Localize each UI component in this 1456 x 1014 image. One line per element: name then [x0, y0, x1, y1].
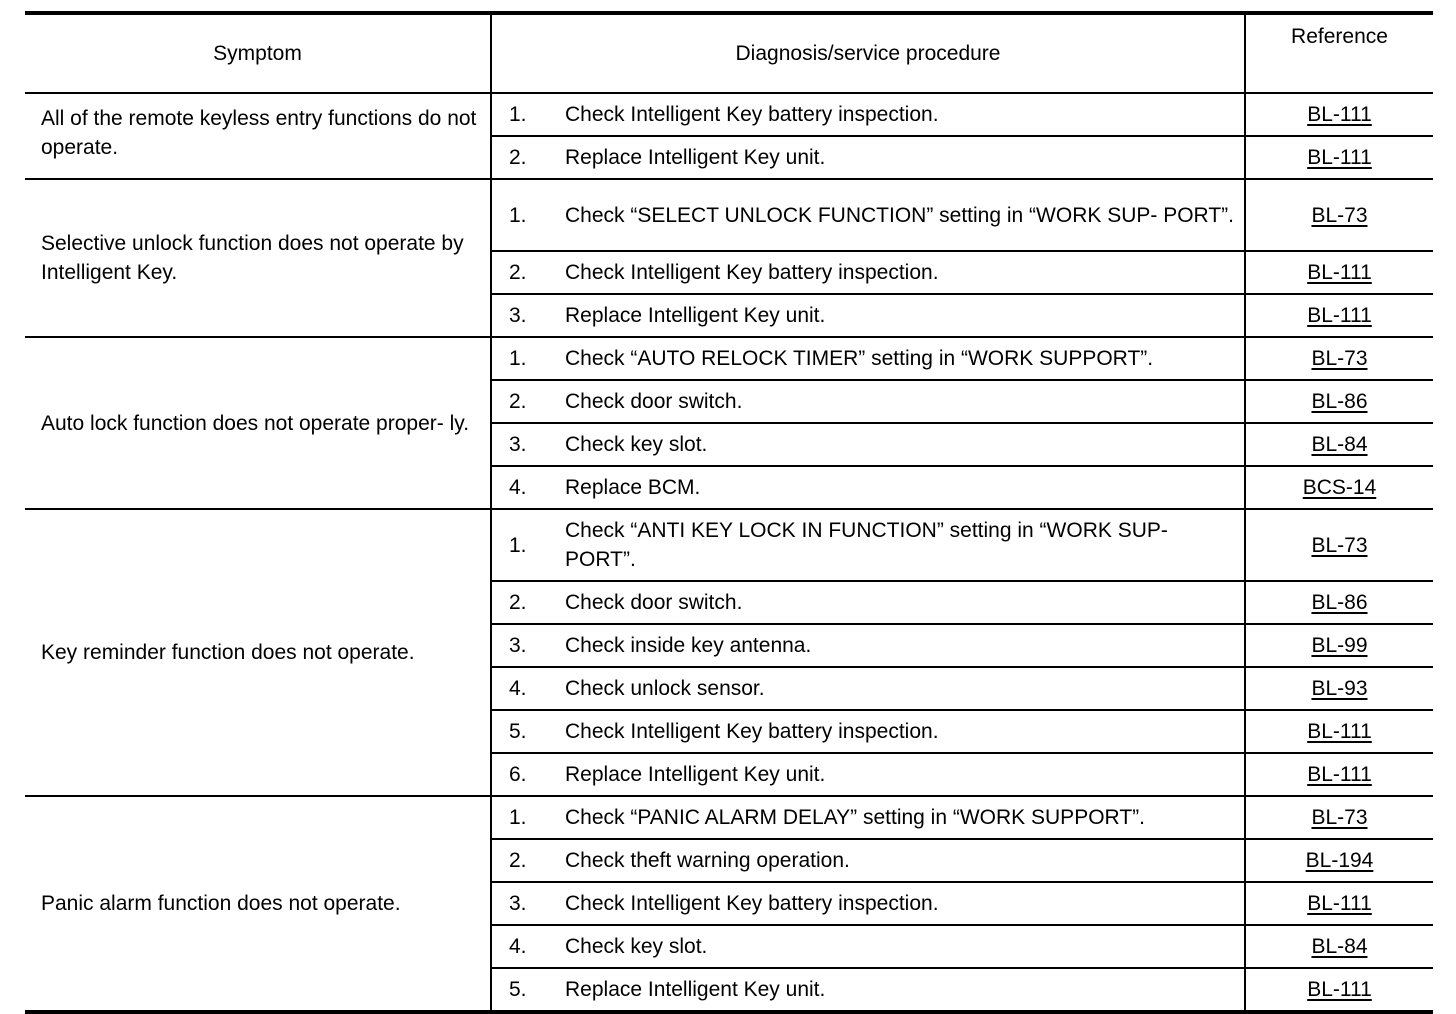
- step-number: 1.: [491, 179, 563, 251]
- diagnosis-table: [25, 11, 1433, 1014]
- reference-link[interactable]: BL-73: [1311, 806, 1368, 829]
- step-number: 3.: [491, 624, 563, 667]
- reference-cell: [1245, 581, 1433, 624]
- step-number: 4.: [491, 466, 563, 509]
- reference-cell: [1245, 251, 1433, 294]
- reference-link[interactable]: BL-111: [1307, 261, 1372, 284]
- reference-cell: [1245, 380, 1433, 423]
- step-number: 2.: [491, 581, 563, 624]
- reference-link[interactable]: BL-93: [1311, 677, 1368, 700]
- table-row: [25, 509, 1433, 581]
- reference-link[interactable]: BL-111: [1307, 304, 1372, 327]
- step-procedure: Check Intelligent Key battery inspection.: [563, 882, 1245, 925]
- step-number: 6.: [491, 753, 563, 796]
- reference-cell: [1245, 667, 1433, 710]
- reference-link[interactable]: BL-111: [1307, 978, 1372, 1001]
- reference-cell: [1245, 710, 1433, 753]
- table-row: [25, 337, 1433, 380]
- step-number: 2.: [491, 251, 563, 294]
- step-procedure: Replace Intelligent Key unit.: [563, 136, 1245, 179]
- step-number: 2.: [491, 136, 563, 179]
- reference-link[interactable]: BL-86: [1311, 591, 1368, 614]
- reference-link[interactable]: BL-84: [1311, 433, 1368, 456]
- table-body: [25, 93, 1433, 1012]
- step-number: 5.: [491, 710, 563, 753]
- reference-cell: [1245, 179, 1433, 251]
- reference-link[interactable]: BL-84: [1311, 935, 1368, 958]
- reference-cell: [1245, 337, 1433, 380]
- step-number: 1.: [491, 509, 563, 581]
- reference-cell: [1245, 294, 1433, 337]
- step-procedure: Check inside key antenna.: [563, 624, 1245, 667]
- step-procedure: Check door switch.: [563, 380, 1245, 423]
- step-number: 3.: [491, 423, 563, 466]
- step-number: 1.: [491, 93, 563, 136]
- reference-cell: [1245, 925, 1433, 968]
- reference-link[interactable]: BL-111: [1307, 763, 1372, 786]
- reference-link[interactable]: BL-73: [1311, 533, 1368, 557]
- reference-cell: [1245, 93, 1433, 136]
- table-row: [25, 796, 1433, 839]
- step-procedure: Check Intelligent Key battery inspection.: [563, 251, 1245, 294]
- symptom-cell: Auto lock function does not operate proper- ly.: [25, 337, 491, 509]
- symptom-cell: All of the remote keyless entry functions do not operate.: [25, 93, 491, 179]
- step-procedure: Check “SELECT UNLOCK FUNCTION” setting in “WORK SUP- PORT”.: [563, 179, 1245, 251]
- step-procedure: Check Intelligent Key battery inspection.: [563, 93, 1245, 136]
- reference-cell: [1245, 423, 1433, 466]
- reference-link[interactable]: BCS-14: [1302, 476, 1377, 499]
- step-number: 3.: [491, 294, 563, 337]
- step-number: 4.: [491, 667, 563, 710]
- reference-link[interactable]: BL-111: [1307, 720, 1372, 743]
- step-number: 2.: [491, 380, 563, 423]
- table-row: [25, 179, 1433, 251]
- reference-link[interactable]: BL-111: [1307, 103, 1372, 126]
- step-procedure: Replace Intelligent Key unit.: [563, 753, 1245, 796]
- step-number: 1.: [491, 796, 563, 839]
- reference-link[interactable]: BL-73: [1311, 347, 1368, 370]
- step-procedure: Check key slot.: [563, 925, 1245, 968]
- step-procedure: Check “AUTO RELOCK TIMER” setting in “WORK SUPPORT”.: [563, 337, 1245, 380]
- reference-cell: [1245, 753, 1433, 796]
- step-number: 5.: [491, 968, 563, 1012]
- reference-link[interactable]: BL-111: [1307, 146, 1372, 169]
- table-row: [25, 93, 1433, 136]
- step-procedure: Check unlock sensor.: [563, 667, 1245, 710]
- reference-cell: [1245, 839, 1433, 882]
- header-reference: Reference: [1245, 13, 1433, 93]
- reference-link[interactable]: BL-194: [1305, 849, 1374, 872]
- reference-cell: [1245, 509, 1433, 581]
- step-procedure: Check theft warning operation.: [563, 839, 1245, 882]
- reference-link[interactable]: BL-99: [1311, 634, 1368, 657]
- step-procedure: Check key slot.: [563, 423, 1245, 466]
- reference-link[interactable]: BL-111: [1307, 892, 1372, 915]
- reference-cell: [1245, 968, 1433, 1012]
- symptom-cell: Panic alarm function does not operate.: [25, 796, 491, 1012]
- reference-cell: [1245, 796, 1433, 839]
- step-number: 1.: [491, 337, 563, 380]
- step-procedure: Replace Intelligent Key unit.: [563, 294, 1245, 337]
- table-header-row: [25, 13, 1433, 93]
- symptom-cell: Key reminder function does not operate.: [25, 509, 491, 796]
- step-procedure: Check Intelligent Key battery inspection.: [563, 710, 1245, 753]
- step-number: 3.: [491, 882, 563, 925]
- header-procedure: Diagnosis/service procedure: [491, 13, 1245, 93]
- reference-link[interactable]: BL-73: [1311, 203, 1368, 227]
- reference-link[interactable]: BL-86: [1311, 390, 1368, 413]
- reference-cell: [1245, 136, 1433, 179]
- step-procedure: Check door switch.: [563, 581, 1245, 624]
- step-procedure: Replace BCM.: [563, 466, 1245, 509]
- reference-cell: [1245, 882, 1433, 925]
- symptom-cell: Selective unlock function does not operate by Intelligent Key.: [25, 179, 491, 337]
- step-procedure: Check “PANIC ALARM DELAY” setting in “WORK SUPPORT”.: [563, 796, 1245, 839]
- step-number: 2.: [491, 839, 563, 882]
- step-procedure: Check “ANTI KEY LOCK IN FUNCTION” setting in “WORK SUP- PORT”.: [563, 509, 1245, 581]
- step-procedure: Replace Intelligent Key unit.: [563, 968, 1245, 1012]
- step-number: 4.: [491, 925, 563, 968]
- header-symptom: Symptom: [25, 13, 491, 93]
- reference-cell: [1245, 624, 1433, 667]
- reference-cell: [1245, 466, 1433, 509]
